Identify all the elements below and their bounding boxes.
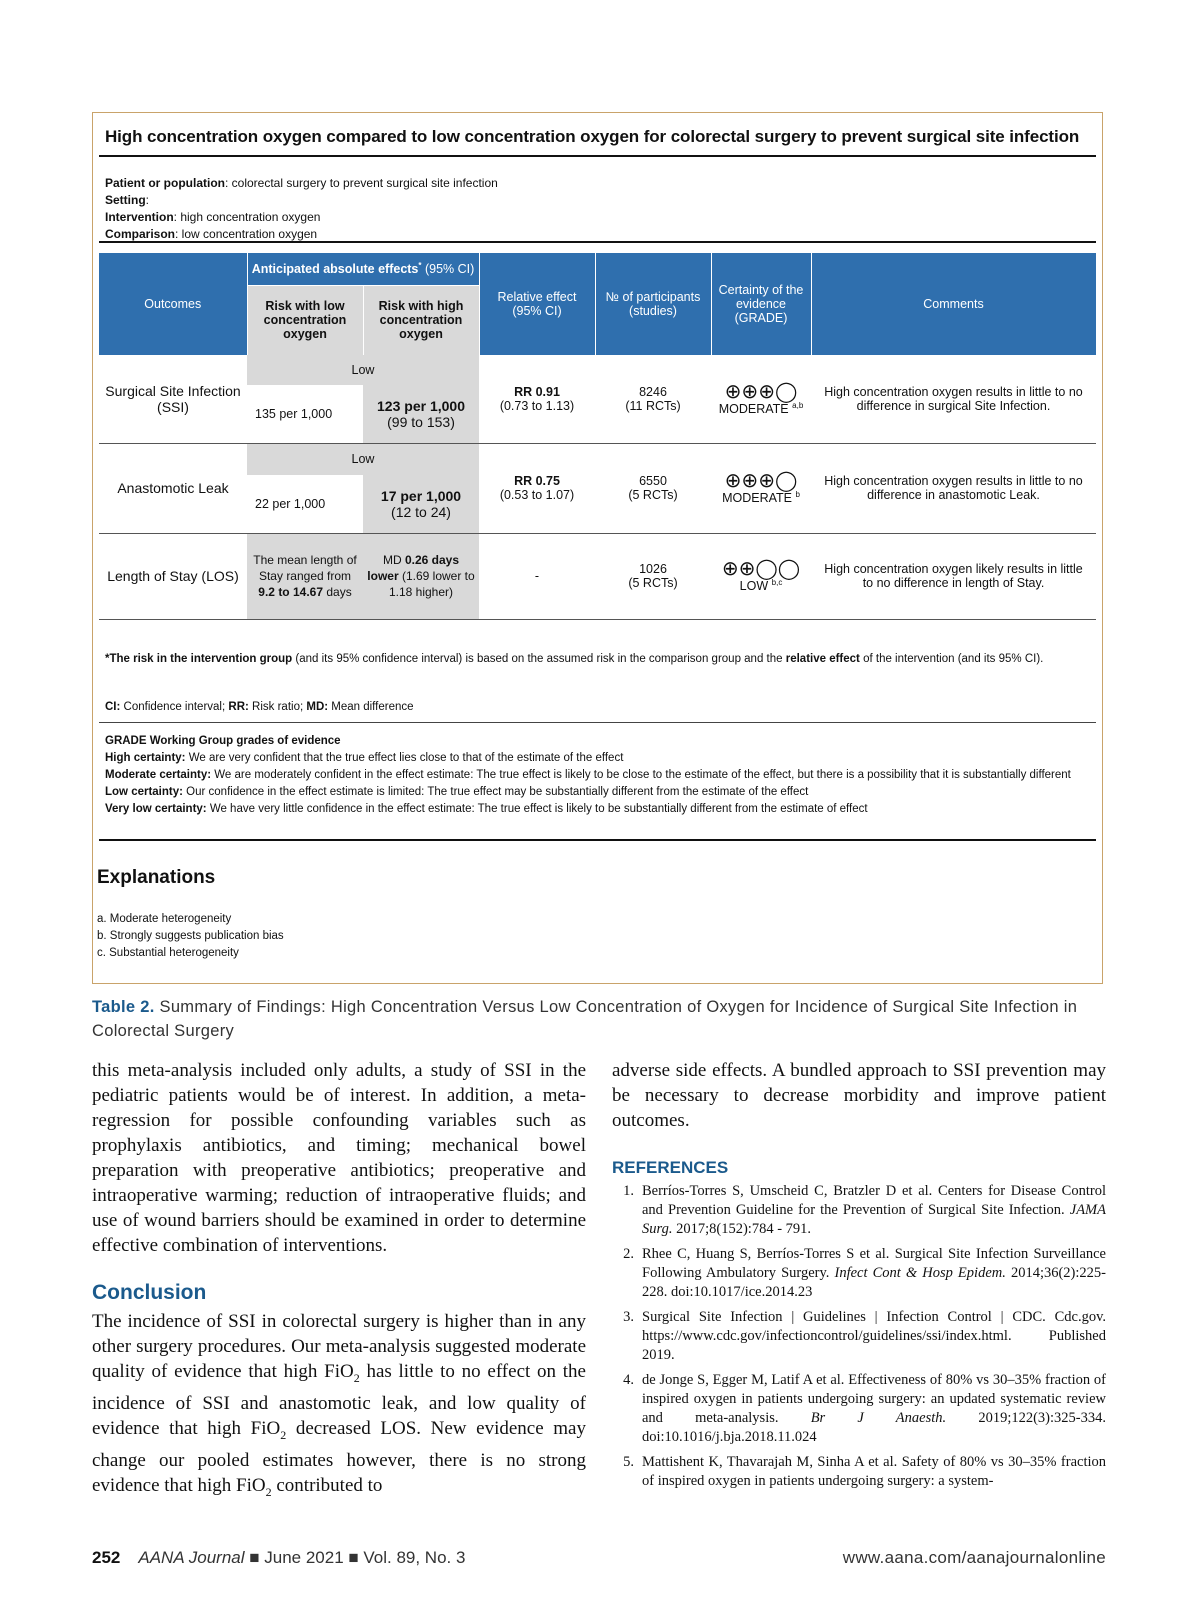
grade-title: GRADE Working Group grades of evidence <box>105 735 341 747</box>
grade-moderate-label: Moderate certainty: <box>105 769 212 781</box>
setting-value: : <box>145 193 150 207</box>
abbrev-text: Mean difference <box>328 701 414 713</box>
summary-of-findings-box <box>92 112 1103 984</box>
participants-count: 8246 <box>639 384 667 399</box>
reference-item <box>612 1308 1106 1365</box>
explanations-title: Explanations <box>97 867 216 888</box>
los-high-ci: (1.69 lower to 1.18 higher) <box>388 569 475 599</box>
journal-name: AANA Journal <box>138 1548 245 1567</box>
header-risk-low: Risk with low concentration oxygen <box>247 285 363 355</box>
los-low-post: days <box>323 585 352 599</box>
risk-high-ci: (12 to 24) <box>391 503 451 520</box>
certainty-footnote: b <box>795 490 800 500</box>
sof-table <box>99 253 1097 620</box>
risk-high-ssi <box>363 385 479 443</box>
grade-low-label: Low certainty: <box>105 786 183 798</box>
los-low-range: 9.2 to 14.67 <box>258 585 324 599</box>
ref-pre: Mattishent K, Thavarajah M, Sinha A et al. Safety of 80% vs 30–35% fraction of inspired oxygen in patients undergoing surgery: a system- <box>642 1454 1106 1489</box>
participants-leak <box>595 443 711 533</box>
abbrev-key: CI: <box>105 701 121 713</box>
ref-pre: Berríos-Torres S, Umscheid C, Bratzler D et al. Centers for Disease Control and Prevention Guideline for the Prevention of Surgical Site Infection. <box>642 1183 1106 1218</box>
footnote-text: of the intervention (and its 95% CI). <box>859 653 1044 665</box>
ref-post: 2014;36(2):225-228. doi:10.1017/ice.2014.23 <box>642 1265 1106 1300</box>
grade-high-text: We are very confident that the true effect lies close to that of the estimate of the effect <box>185 752 624 764</box>
references-heading: REFERENCES <box>612 1158 729 1177</box>
header-participants: № of participants (studies) <box>595 253 711 355</box>
abbrev-key: RR: <box>228 701 249 713</box>
ref-number: 4. <box>623 1372 634 1388</box>
risk-high-los <box>363 533 479 619</box>
outcome-ssi: Surgical Site Infection (SSI) <box>99 355 247 443</box>
text-run: contributed to <box>271 1474 383 1496</box>
reference-item <box>612 1453 1106 1491</box>
ref-journal: JAMA Surg. <box>642 1202 1106 1237</box>
participants-count: 6550 <box>639 474 667 488</box>
relative-effect-los: - <box>479 533 595 619</box>
grade-symbols-icon: ⊕⊕⊕◯ <box>724 468 798 493</box>
los-low-pre: The mean length of Stay ranged from <box>253 553 357 583</box>
risk-high-value: 17 per 1,000 <box>380 487 462 504</box>
ref-text <box>642 1371 1106 1447</box>
ref-text <box>642 1453 1106 1491</box>
ref-post: 2019;122(3):325-334. doi:10.1016/j.bja.2018.11.024 <box>642 1410 1106 1445</box>
grade-definitions <box>105 733 1095 818</box>
divider <box>99 839 1096 841</box>
header-anticipated <box>247 253 479 285</box>
abbrev-text: Confidence interval; <box>120 701 229 713</box>
paragraph: this meta-analysis included only adults, a study of SSI in the pediatric patients would be of interest. In addition, a meta-regression for possible confounding variables such as prophylaxis antibiotics, and timing; mechanical bowel preparation with preoperative antibiotics; preoperative and intraoperative warming; reduction of intraoperative fluids; and use of wound barriers should be examined in order to determine effective combination of interventions. <box>92 1060 586 1256</box>
risk-high-value: 123 per 1,000 <box>377 397 465 414</box>
ref-journal: Infect Cont & Hosp Epidem. <box>834 1265 1006 1281</box>
risk-footnote <box>105 651 1095 668</box>
ref-number: 5. <box>623 1454 634 1470</box>
page-footer-left <box>92 1548 465 1568</box>
relative-effect-leak <box>479 443 595 533</box>
page-number: 252 <box>92 1548 121 1567</box>
body-column-left <box>92 1058 586 1504</box>
risk-low-los <box>247 533 363 619</box>
grade-low-text: Our confidence in the effect estimate is limited: The true effect may be substantially different from the estimate of the effect <box>182 786 809 798</box>
anticipated-label: Anticipated absolute effects <box>251 262 419 277</box>
ref-number: 3. <box>623 1309 634 1325</box>
ref-number: 2. <box>623 1246 634 1262</box>
studies-count: (5 RCTs) <box>628 488 678 502</box>
text-run: The incidence of SSI in colorectal surgery is higher than in any other surgery procedures. Our meta-analysis suggested moderate quality of evidence that high FiO <box>92 1311 586 1382</box>
participants-ssi <box>595 355 711 443</box>
risk-high-leak <box>363 475 479 533</box>
intervention-label: Intervention <box>105 210 174 224</box>
conclusion-heading: Conclusion <box>92 1281 207 1304</box>
population-value: : colorectal surgery to prevent surgical site infection <box>225 176 498 190</box>
subscript: 2 <box>265 1484 272 1499</box>
outcome-leak: Anastomotic Leak <box>99 443 247 533</box>
abbreviations <box>105 701 414 713</box>
conclusion-paragraph <box>92 1309 586 1504</box>
anticipated-star: * <box>418 261 422 271</box>
population-block <box>105 175 498 243</box>
studies-count: (11 RCTs) <box>625 398 681 413</box>
grade-symbols-icon: ⊕⊕⊕◯ <box>724 379 798 404</box>
certainty-label: MODERATE <box>722 491 792 506</box>
ref-number: 1. <box>623 1183 634 1199</box>
certainty-leak <box>711 443 811 533</box>
comment-ssi: High concentration oxygen results in little to no difference in surgical Site Infection. <box>811 355 1096 443</box>
header-certainty: Certainty of the evidence (GRADE) <box>711 253 811 355</box>
ref-text <box>642 1182 1106 1239</box>
header-outcomes: Outcomes <box>99 253 247 355</box>
risk-low-ssi: 135 per 1,000 <box>247 385 363 443</box>
anticipated-ci: (95% CI) <box>421 262 475 277</box>
comment-los: High concentration oxygen likely results in little to no difference in length of Stay. <box>811 533 1096 619</box>
comment-leak: High concentration oxygen results in little to no difference in anastomotic Leak. <box>811 443 1096 533</box>
ref-pre: Rhee C, Huang S, Berríos-Torres S et al. Surgical Site Infection Surveillance Following Ambulatory Surgery. <box>642 1246 1106 1281</box>
certainty-footnote: b,c <box>771 578 783 588</box>
ref-journal: Br J Anaesth. <box>810 1410 947 1426</box>
intervention-value: : high concentration oxygen <box>173 210 321 224</box>
header-risk-high: Risk with high concentration oxygen <box>363 285 479 355</box>
comparison-value: : low concentration oxygen <box>175 227 318 241</box>
explanation-item: b. Strongly suggests publication bias <box>97 930 284 942</box>
divider <box>99 722 1096 723</box>
reference-item <box>612 1371 1106 1447</box>
body-column-right <box>612 1058 1106 1497</box>
rr-value: RR 0.91 <box>514 384 560 399</box>
sof-title: High concentration oxygen compared to low concentration oxygen for colorectal surgery to prevent surgical site infection <box>105 127 1080 146</box>
participants-count: 1026 <box>639 562 667 576</box>
divider <box>99 241 1096 243</box>
certainty-los <box>711 533 811 619</box>
setting-label: Setting <box>105 193 146 207</box>
table-caption <box>92 995 1102 1043</box>
participants-los <box>595 533 711 619</box>
studies-count: (5 RCTs) <box>628 576 678 590</box>
grade-moderate-text: We are moderately confident in the effect estimate: The true effect is likely to be close to the estimate of the effect, but there is a possibility that it is substantially different <box>211 769 1071 781</box>
certainty-ssi <box>711 355 811 443</box>
grade-verylow-text: We have very little confidence in the effect estimate: The true effect is likely to be substantially different from the estimate of effect <box>206 803 868 815</box>
paragraph: adverse side effects. A bundled approach to SSI prevention may be necessary to decrease morbidity and improve patient outcomes. <box>612 1060 1106 1131</box>
abbrev-text: Risk ratio; <box>248 701 307 713</box>
los-high-pre: MD <box>382 553 405 567</box>
footnote-text: (and its 95% confidence interval) is based on the assumed risk in the comparison group and the <box>292 653 786 665</box>
divider <box>99 155 1096 157</box>
header-relative: Relative effect (95% CI) <box>479 253 595 355</box>
los-high-md: 0.26 days lower <box>367 553 460 583</box>
ref-pre: de Jonge S, Egger M, Latif A et al. Effectiveness of 80% vs 30–35% fraction of inspired oxygen in patients undergoing surgery: an updated systematic review and meta-analysis. <box>642 1372 1106 1426</box>
reference-item <box>612 1182 1106 1239</box>
baseline-low-label: Low <box>247 443 479 475</box>
rr-value: RR 0.75 <box>514 474 560 488</box>
grade-verylow-label: Very low certainty: <box>105 803 207 815</box>
abbrev-key: MD: <box>306 701 329 713</box>
population-label: Patient or population <box>105 176 225 190</box>
ref-pre: Surgical Site Infection | Guidelines | Infection Control | CDC. Cdc.gov. https://www.cdc.gov/infectioncontrol/guidelines/ssi/index.html. Published 2019. <box>642 1309 1106 1363</box>
caption-text: Summary of Findings: High Concentration Versus Low Concentration of Oxygen for Incidence of Surgical Site Infection in Colorectal Surgery <box>92 998 1078 1040</box>
comparison-label: Comparison <box>105 227 176 241</box>
explanation-item: a. Moderate heterogeneity <box>97 913 232 925</box>
grade-symbols-icon: ⊕⊕◯◯ <box>721 556 801 581</box>
issue-info: ■ June 2021 ■ Vol. 89, No. 3 <box>244 1548 466 1567</box>
certainty-footnote: a,b <box>792 401 804 411</box>
caption-label: Table 2. <box>92 998 155 1016</box>
baseline-low-label: Low <box>247 355 479 385</box>
text-run: decreased LOS. New evidence may change our pooled estimates however, there is no strong evidence that high FiO <box>92 1417 586 1496</box>
journal-url[interactable]: www.aana.com/aanajournalonline <box>842 1548 1106 1567</box>
relative-effect-ssi <box>479 355 595 443</box>
footnote-bold: *The risk in the intervention group <box>105 653 293 665</box>
header-comments: Comments <box>811 253 1096 355</box>
risk-high-ci: (99 to 153) <box>387 413 455 430</box>
text-run: has little to no effect on the incidence of SSI and anastomotic leak, and low quality of evidence that high FiO <box>92 1361 586 1439</box>
ref-post: 2017;8(152):784 - 791. <box>672 1221 812 1237</box>
subscript: 2 <box>280 1427 287 1442</box>
rr-ci: (0.73 to 1.13) <box>499 398 575 413</box>
explanations-list <box>97 911 284 962</box>
outcome-los: Length of Stay (LOS) <box>99 533 247 619</box>
certainty-label: LOW <box>739 579 769 594</box>
reference-item <box>612 1245 1106 1302</box>
references-list <box>612 1182 1106 1491</box>
footnote-bold: relative effect <box>785 653 860 665</box>
ref-text <box>642 1245 1106 1302</box>
grade-high-label: High certainty: <box>105 752 186 764</box>
subscript: 2 <box>353 1370 360 1385</box>
rr-ci: (0.53 to 1.07) <box>499 488 575 502</box>
certainty-label: MODERATE <box>718 402 789 417</box>
risk-low-leak: 22 per 1,000 <box>247 475 363 533</box>
ref-text <box>642 1308 1106 1365</box>
explanation-item: c. Substantial heterogeneity <box>97 947 239 959</box>
